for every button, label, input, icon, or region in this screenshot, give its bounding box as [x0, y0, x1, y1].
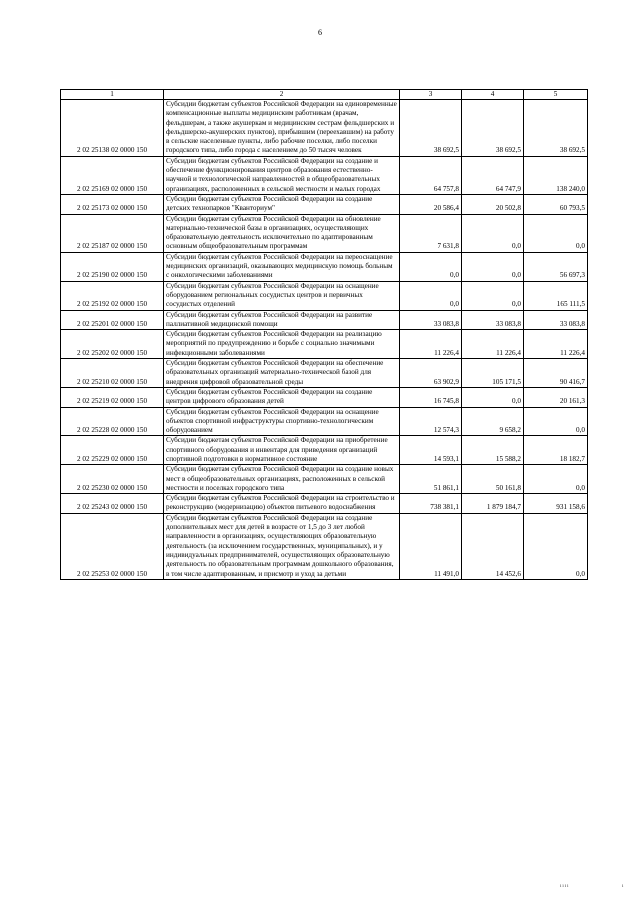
table-row	[61, 359, 588, 388]
amount-cell-col4: 64 747,9	[462, 156, 524, 194]
amount-cell-col4: 0,0	[462, 214, 524, 252]
amount-cell-col5: 0,0	[524, 214, 588, 252]
amount-cell-col4: 20 502,8	[462, 194, 524, 214]
amount-cell-col3: 11 226,4	[400, 330, 462, 359]
amount-cell-col4: 11 226,4	[462, 330, 524, 359]
amount-cell-col4: 1 879 184,7	[462, 494, 524, 514]
budget-code-cell: 2 02 25192 02 0000 150	[61, 281, 164, 310]
description-cell: Субсидии бюджетам субъектов Российской Федерации на реализацию мероприятий по предупреждению и борьбе с социально значимыми инфекционными заболеваниями	[164, 330, 400, 359]
amount-cell-col4: 0,0	[462, 252, 524, 281]
amount-cell-col3: 38 692,5	[400, 100, 462, 157]
budget-code-cell: 2 02 25253 02 0000 150	[61, 513, 164, 579]
column-header: 1	[61, 90, 164, 100]
amount-cell-col4: 50 161,8	[462, 465, 524, 494]
description-cell: Субсидии бюджетам субъектов Российской Федерации на оснащение оборудованием региональных сосудистых центров и первичных сосудистых отделений	[164, 281, 400, 310]
amount-cell-col5: 56 697,3	[524, 252, 588, 281]
description-cell: Субсидии бюджетам субъектов Российской Федерации на создание новых мест в общеобразовательных организациях, расположенных в сельской местности и поселках городского типа	[164, 465, 400, 494]
corner-mark: ı	[622, 884, 624, 889]
table-row	[61, 100, 588, 157]
amount-cell-col4: 38 692,5	[462, 100, 524, 157]
budget-code-cell: 2 02 25138 02 0000 150	[61, 100, 164, 157]
amount-cell-col5: 0,0	[524, 407, 588, 436]
amount-cell-col5: 20 161,3	[524, 387, 588, 407]
table-row	[61, 407, 588, 436]
amount-cell-col3: 64 757,8	[400, 156, 462, 194]
description-cell: Субсидии бюджетам субъектов Российской Федерации на создание и обеспечение функционирования центров образования естественно-научной и технологической направленностей в общеобразовательных организациях, расположенных в сельской местности и малых городах	[164, 156, 400, 194]
amount-cell-col3: 12 574,3	[400, 407, 462, 436]
amount-cell-col4: 0,0	[462, 281, 524, 310]
table-row	[61, 465, 588, 494]
amount-cell-col5: 11 226,4	[524, 330, 588, 359]
amount-cell-col3: 0,0	[400, 252, 462, 281]
description-cell: Субсидии бюджетам субъектов Российской Федерации на обновление материально-технической базы в организациях, осуществляющих образовательную деятельность исключительно по адаптированным основным общеобразовательным программам	[164, 214, 400, 252]
table-row	[61, 194, 588, 214]
description-cell: Субсидии бюджетам субъектов Российской Федерации на обеспечение образовательных организаций материально-технической базой для внедрения цифровой образовательной среды	[164, 359, 400, 388]
budget-code-cell: 2 02 25173 02 0000 150	[61, 194, 164, 214]
column-header: 2	[164, 90, 400, 100]
amount-cell-col4: 9 658,2	[462, 407, 524, 436]
amount-cell-col4: 105 171,5	[462, 359, 524, 388]
amount-cell-col5: 138 240,0	[524, 156, 588, 194]
table-row	[61, 310, 588, 330]
description-cell: Субсидии бюджетам субъектов Российской Федерации на строительство и реконструкцию (модернизацию) объектов питьевого водоснабжения	[164, 494, 400, 514]
budget-code-cell: 2 02 25228 02 0000 150	[61, 407, 164, 436]
page-number: 6	[318, 28, 322, 37]
table-row	[61, 281, 588, 310]
description-cell: Субсидии бюджетам субъектов Российской Федерации на оснащение объектов спортивной инфраструктуры спортивно-технологическим оборудованием	[164, 407, 400, 436]
table-row	[61, 330, 588, 359]
column-header: 3	[400, 90, 462, 100]
amount-cell-col5: 38 692,5	[524, 100, 588, 157]
budget-code-cell: 2 02 25230 02 0000 150	[61, 465, 164, 494]
amount-cell-col4: 0,0	[462, 387, 524, 407]
budget-code-cell: 2 02 25219 02 0000 150	[61, 387, 164, 407]
description-cell: Субсидии бюджетам субъектов Российской Федерации на создание дополнительных мест для детей в возрасте от 1,5 до 3 лет любой направленности в организациях, осуществляющих образовательную деятельность (за исключением государственных, муниципальных), и у индивидуальных предпринимателей, осуществляющих образовательную деятельность по образовательным программам дошкольного образования, в том числе адаптированным, и присмотр и уход за детьми	[164, 513, 400, 579]
description-cell: Субсидии бюджетам субъектов Российской Федерации на переоснащение медицинских организаций, оказывающих медицинскую помощь больным с онкологическими заболеваниями	[164, 252, 400, 281]
column-header: 4	[462, 90, 524, 100]
amount-cell-col5: 165 111,5	[524, 281, 588, 310]
amount-cell-col5: 33 083,8	[524, 310, 588, 330]
description-cell: Субсидии бюджетам субъектов Российской Федерации на развитие паллиативной медицинской помощи	[164, 310, 400, 330]
table-row	[61, 214, 588, 252]
amount-cell-col3: 0,0	[400, 281, 462, 310]
amount-cell-col5: 90 416,7	[524, 359, 588, 388]
amount-cell-col3: 7 631,8	[400, 214, 462, 252]
description-cell: Субсидии бюджетам субъектов Российской Федерации на единовременные компенсационные выплаты медицинским работникам (врачам, фельдшерам, а также акушеркам и медицинским сестрам фельдшерских и фельдшерско-акушерских пунктов), прибывшим (переехавшим) на работу в сельские населенные пункты, либо рабочие поселки, либо поселки городского типа, либо города с населением до 50 тысяч человек	[164, 100, 400, 157]
amount-cell-col3: 33 083,8	[400, 310, 462, 330]
amount-cell-col3: 20 586,4	[400, 194, 462, 214]
budget-code-cell: 2 02 25190 02 0000 150	[61, 252, 164, 281]
budget-code-cell: 2 02 25243 02 0000 150	[61, 494, 164, 514]
table-row	[61, 156, 588, 194]
amount-cell-col4: 33 083,8	[462, 310, 524, 330]
table-row	[61, 494, 588, 514]
amount-cell-col3: 63 902,9	[400, 359, 462, 388]
budget-code-cell: 2 02 25202 02 0000 150	[61, 330, 164, 359]
amount-cell-col3: 738 381,1	[400, 494, 462, 514]
description-cell: Субсидии бюджетам субъектов Российской Федерации на приобретение спортивного оборудования и инвентаря для приведения организаций спортивной подготовки в нормативное состояние	[164, 436, 400, 465]
budget-code-cell: 2 02 25201 02 0000 150	[61, 310, 164, 330]
amount-cell-col3: 51 861,1	[400, 465, 462, 494]
amount-cell-col5: 0,0	[524, 465, 588, 494]
budget-code-cell: 2 02 25229 02 0000 150	[61, 436, 164, 465]
budget-code-cell: 2 02 25210 02 0000 150	[61, 359, 164, 388]
column-header: 5	[524, 90, 588, 100]
amount-cell-col4: 14 452,6	[462, 513, 524, 579]
amount-cell-col5: 18 182,7	[524, 436, 588, 465]
footer-mark: ıııı	[560, 884, 570, 889]
amount-cell-col4: 15 588,2	[462, 436, 524, 465]
amount-cell-col5: 0,0	[524, 513, 588, 579]
table-row	[61, 436, 588, 465]
table-header-row	[61, 90, 588, 100]
revenue-table	[60, 89, 588, 580]
amount-cell-col3: 14 593,1	[400, 436, 462, 465]
table-row	[61, 513, 588, 579]
description-cell: Субсидии бюджетам субъектов Российской Федерации на создание детских технопарков "Кванториум"	[164, 194, 400, 214]
description-cell: Субсидии бюджетам субъектов Российской Федерации на создание центров цифрового образования детей	[164, 387, 400, 407]
budget-code-cell: 2 02 25169 02 0000 150	[61, 156, 164, 194]
amount-cell-col3: 16 745,8	[400, 387, 462, 407]
table-row	[61, 387, 588, 407]
amount-cell-col5: 60 793,5	[524, 194, 588, 214]
amount-cell-col5: 931 158,6	[524, 494, 588, 514]
budget-code-cell: 2 02 25187 02 0000 150	[61, 214, 164, 252]
table-row	[61, 252, 588, 281]
amount-cell-col3: 11 491,0	[400, 513, 462, 579]
